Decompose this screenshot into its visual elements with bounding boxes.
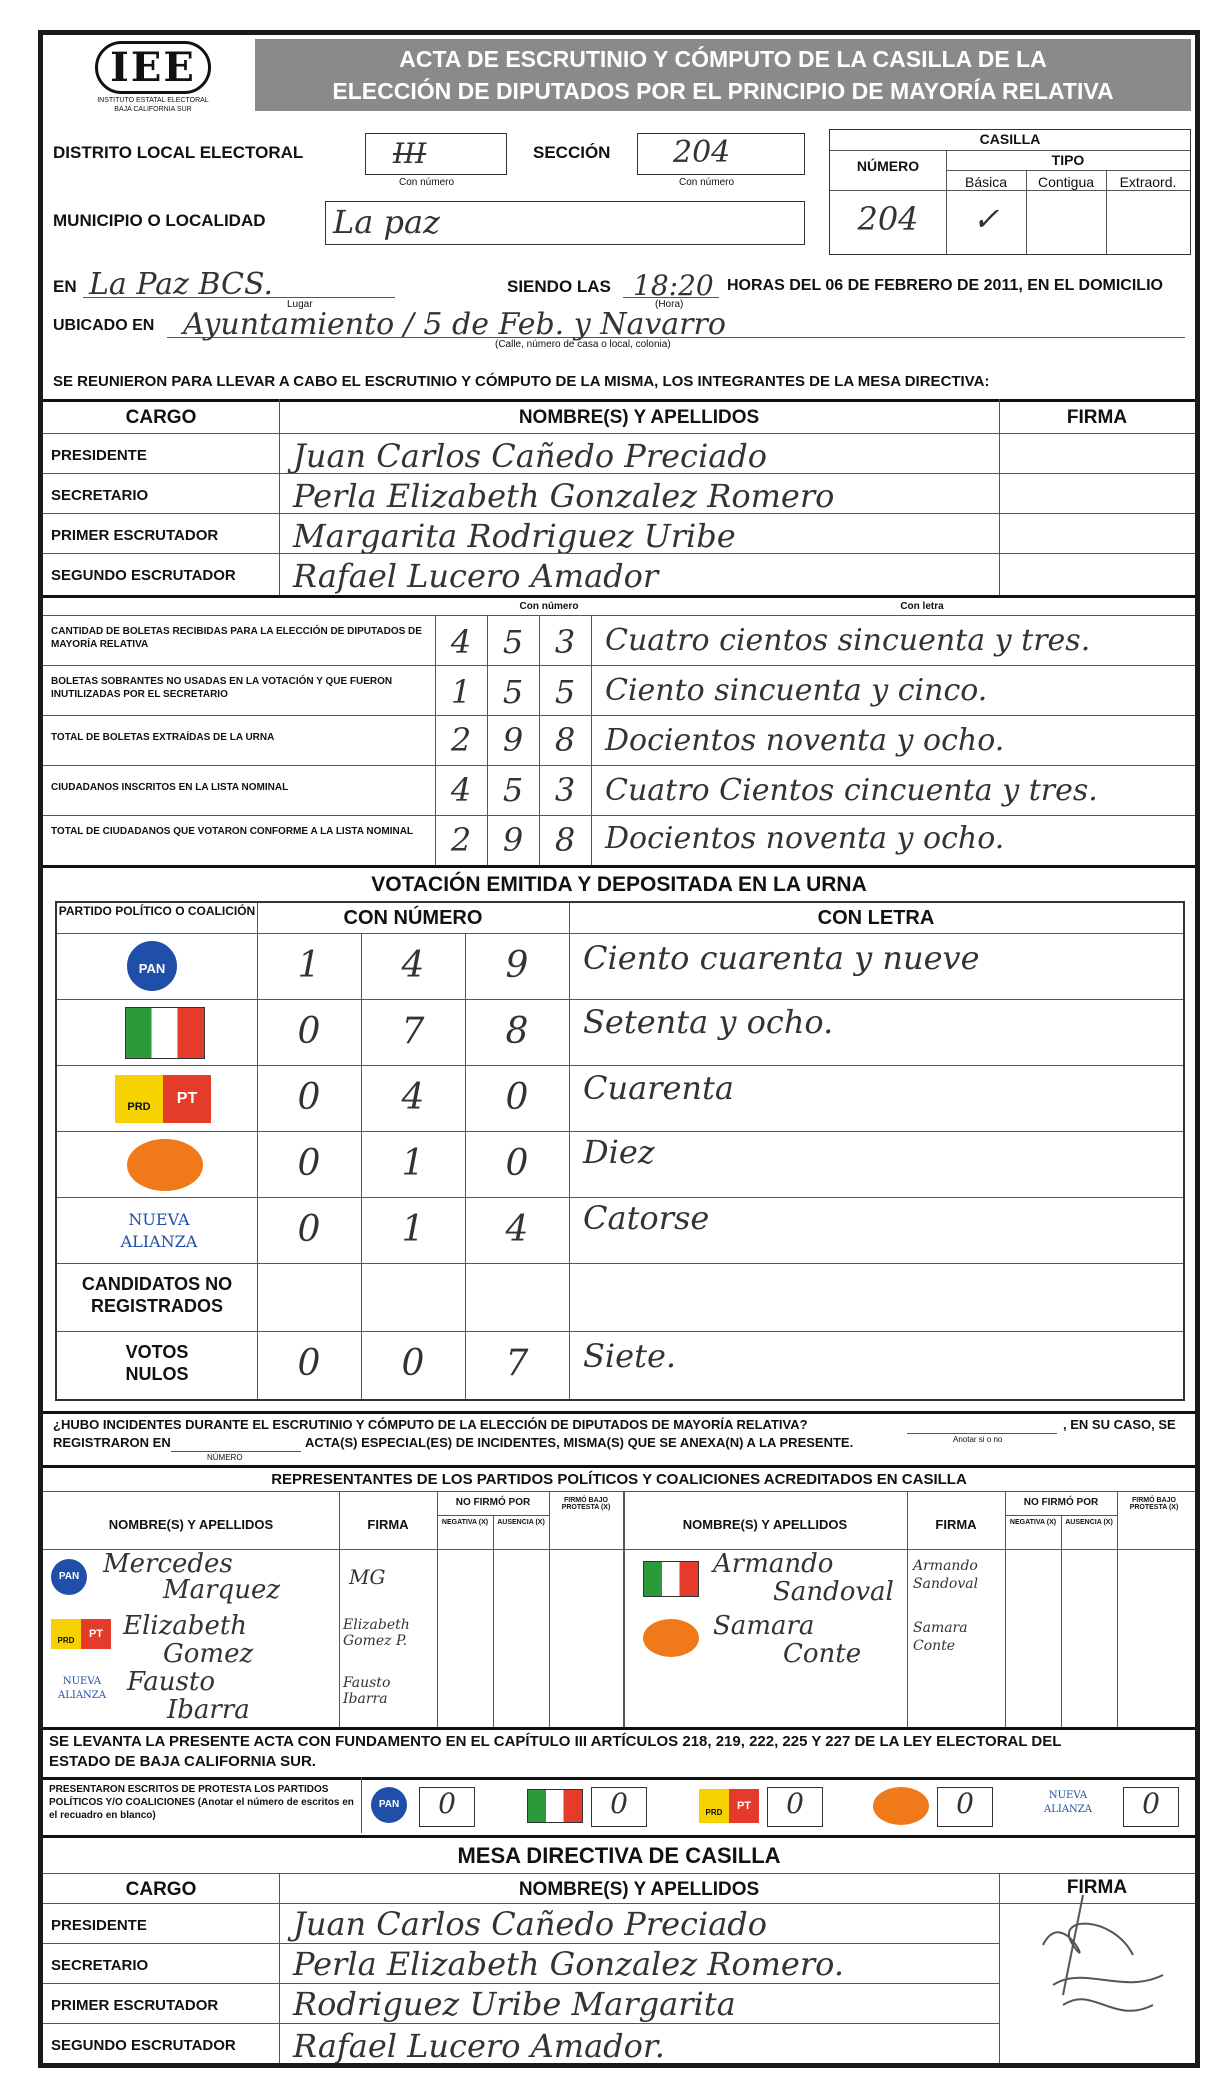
official-cargo-2: SECRETARIO [51, 487, 149, 504]
tipo-label: TIPO [1051, 152, 1085, 168]
official-cargo-3: PRIMER ESCRUTADOR [51, 527, 219, 544]
ubicado-label: UBICADO EN [53, 317, 155, 334]
district-sub: Con número [399, 177, 455, 188]
vote-d3-2: 8 [505, 1011, 529, 1052]
vote-d2-2: 7 [401, 1011, 425, 1052]
vote-d1-4: 0 [297, 1143, 321, 1184]
rep-pan-icon: PAN [51, 1559, 87, 1595]
siendo-label: SIENDO LAS [507, 277, 611, 296]
reps-nofirmo-h-right: NO FIRMÓ POR [1023, 1497, 1099, 1508]
lugar-sub: Lugar [287, 299, 313, 310]
mesa-signature-scribble [1023, 1885, 1183, 2045]
official-nombre-4: Rafael Lucero Amador [293, 557, 659, 595]
votes-table [55, 901, 1185, 1401]
protest-value-pri: 0 [610, 1787, 628, 1820]
vote-d1-7: 0 [297, 1343, 321, 1384]
ballot-letra-2: Ciento sincuenta y cinco. [605, 673, 988, 708]
ballot-letra-5: Docientos noventa y ocho. [605, 821, 1005, 856]
ballot-d1-1: 4 [450, 623, 472, 661]
rep-right-firma-1: Armando Sandoval [913, 1558, 979, 1592]
vote-letra-3: Cuarenta [583, 1069, 734, 1107]
calle-sub: (Calle, número de casa o local, colonia) [495, 339, 671, 350]
ballot-d1-5: 2 [450, 821, 472, 859]
ballot-d1-3: 2 [450, 721, 472, 759]
rep-right-firma-2: Samara Conte [913, 1620, 968, 1654]
ballots-con-numero-h: Con número [519, 601, 579, 612]
reps-ausencia-h-right: AUSENCIA (X) [1065, 1519, 1113, 1526]
rep-left-firma-2: Elizabeth Gomez P. [343, 1617, 410, 1649]
rep-left-name1-3: Fausto [127, 1667, 215, 1697]
incidents-numero-sub: NÚMERO [207, 1453, 243, 1462]
ballot-d1-4: 4 [450, 771, 472, 809]
ballot-d3-2: 5 [554, 673, 576, 711]
ballots-con-letra-h: Con letra [900, 601, 944, 612]
incidents-line2a: REGISTRARON EN [53, 1435, 171, 1450]
casilla-title: CASILLA [979, 131, 1041, 147]
protest-text: PRESENTARON ESCRITOS DE PROTESTA LOS PARTIDOS POLÍTICOS Y/O COALICIONES (Anotar el número de escritos en el recuadro en blanco) [49, 1784, 354, 1821]
mesa-firma-h: FIRMA [1066, 1877, 1128, 1898]
municipio-value: La paz [333, 203, 440, 241]
legal-text1: SE LEVANTA LA PRESENTE ACTA CON FUNDAMENTO EN EL CAPÍTULO III ARTÍCULOS 218, 219, 222, 225 Y 227 DE LA LEY ELECTORAL DEL [49, 1733, 1062, 1750]
ballot-label-1: CANTIDAD DE BOLETAS RECIBIDAS PARA LA ELECCIÓN DE DIPUTADOS DE MAYORÍA RELATIVA [51, 626, 422, 650]
vote-d3-7: 7 [505, 1343, 529, 1384]
reps-negativa-h-left: NEGATIVA (X) [441, 1519, 489, 1526]
pan-logo-icon: PAN [127, 941, 177, 991]
mesa-cargo-4: SEGUNDO ESCRUTADOR [51, 2037, 236, 2054]
officials-firma-h: FIRMA [1066, 407, 1128, 428]
vote-letra-2: Setenta y ocho. [583, 1003, 834, 1041]
ballot-d3-3: 8 [554, 721, 576, 759]
protest-nueva-alianza-icon: NUEVA ALIANZA [1044, 1790, 1092, 1815]
protest-value-pan: 0 [438, 1787, 456, 1820]
mesa-nombre-2: Perla Elizabeth Gonzalez Romero. [293, 1945, 845, 1983]
reps-nombre-h-right: NOMBRE(S) Y APELLIDOS [682, 1517, 848, 1532]
votes-title: VOTACIÓN EMITIDA Y DEPOSITADA EN LA URNA [371, 873, 867, 896]
basica-check: ✓ [972, 200, 1000, 238]
official-cargo-1: PRESIDENTE [51, 447, 147, 464]
district-box [365, 133, 507, 175]
rep-left-name1-2: Elizabeth [123, 1611, 248, 1641]
section-label: SECCIÓN [533, 143, 611, 162]
vote-d2-4: 1 [401, 1143, 425, 1184]
ballot-label-3: TOTAL DE BOLETAS EXTRAÍDAS DE LA URNA [51, 732, 275, 743]
reps-firma-h-right: FIRMA [935, 1517, 977, 1532]
convergencia-logo-icon [127, 1139, 203, 1191]
mesa-nombre-4: Rafael Lucero Amador. [293, 2027, 665, 2065]
reps-title: REPRESENTANTES DE LOS PARTIDOS POLÍTICOS Y COALICIONES ACREDITADOS EN CASILLA [271, 1471, 967, 1488]
ballot-label-2: BOLETAS SOBRANTES NO USADAS EN LA VOTACIÓN Y QUE FUERON INUTILIZADAS POR EL SECRETARIO [51, 676, 393, 700]
rep-left-name2-3: Ibarra [167, 1695, 250, 1725]
vote-d1-2: 0 [297, 1011, 321, 1052]
rep-left-name1-1: Mercedes [103, 1549, 233, 1579]
reps-bajo-h-right: FIRMÓ BAJO PROTESTA (X) [1129, 1497, 1179, 1511]
nueva-alianza-logo-icon: NUEVA ALIANZA [120, 1210, 198, 1251]
logo-caption: INSTITUTO ESTATAL ELECTORAL BAJA CALIFORNIA SUR [97, 97, 209, 113]
district-value: III [393, 137, 427, 170]
protest-pan-icon: PAN [371, 1787, 407, 1823]
mesa-cargo-2: SECRETARIO [51, 1957, 149, 1974]
vote-d3-4: 0 [505, 1143, 529, 1184]
protest-value-nueva-alianza: 0 [1142, 1787, 1160, 1820]
section-value: 204 [673, 135, 731, 170]
reps-firma-h-left: FIRMA [367, 1517, 409, 1532]
rep-left-firma-1: MG [349, 1565, 386, 1589]
reps-negativa-h-right: NEGATIVA (X) [1009, 1519, 1057, 1526]
vote-d3-1: 9 [505, 945, 529, 986]
votes-letra-h: CON LETRA [817, 907, 935, 929]
ballot-label-4: CIUDADANOS INSCRITOS EN LA LISTA NOMINAL [51, 782, 289, 793]
rep-left-name2-1: Marquez [163, 1575, 281, 1605]
vote-d1-5: 0 [297, 1209, 321, 1250]
ubicado-value: Ayuntamiento / 5 de Feb. y Navarro [183, 307, 726, 342]
logo-text: IEE [95, 41, 211, 94]
incidents-anotar-sub: Anotar si o no [953, 1435, 1003, 1444]
en-label: EN [53, 277, 77, 296]
ballot-d2-4: 5 [502, 771, 524, 809]
vote-letra-4: Diez [583, 1133, 655, 1171]
ballot-d3-1: 3 [554, 623, 576, 661]
ballot-d2-1: 5 [502, 623, 524, 661]
rep-right-name1-2: Samara [713, 1611, 815, 1641]
reunieron-text: SE REUNIERON PARA LLEVAR A CABO EL ESCRUTINIO Y CÓMPUTO DE LA MISMA, LOS INTEGRANTES DE LA MESA DIRECTIVA: [53, 373, 990, 390]
title-line1: ACTA DE ESCRUTINIO Y CÓMPUTO DE LA CASILLA DE LA [399, 46, 1047, 72]
rep-right-name2-1: Sandoval [773, 1577, 894, 1607]
legal-text2: ESTADO DE BAJA CALIFORNIA SUR. [49, 1753, 316, 1770]
rep-pt-icon: PT [81, 1619, 111, 1649]
mesa-title: MESA DIRECTIVA DE CASILLA [457, 1843, 781, 1868]
votos-nulos-label: VOTOS NULOS [125, 1342, 189, 1384]
rep-right-name1-1: Armando [713, 1549, 834, 1579]
title-line2: ELECCIÓN DE DIPUTADOS POR EL PRINCIPIO DE MAYORÍA RELATIVA [332, 78, 1114, 104]
hora-value: 18:20 [633, 269, 714, 302]
rep-convergencia-icon [643, 1619, 699, 1657]
officials-cargo-h: CARGO [125, 407, 197, 428]
prd-logo-icon: PRD [115, 1075, 163, 1123]
protest-value-prd-pt: 0 [786, 1787, 804, 1820]
mesa-cargo-3: PRIMER ESCRUTADOR [51, 1997, 219, 2014]
reps-nofirmo-h-left: NO FIRMÓ POR [455, 1497, 531, 1508]
ballot-d2-5: 9 [502, 821, 524, 859]
acta-sheet [38, 30, 1200, 2068]
horas-text: HORAS DEL 06 DE FEBRERO DE 2011, EN EL DOMICILIO [727, 277, 1163, 294]
vote-letra-5: Catorse [583, 1199, 710, 1237]
mesa-nombre-3: Rodriguez Uribe Margarita [293, 1985, 736, 2023]
vote-d3-5: 4 [505, 1209, 529, 1250]
hora-sub: (Hora) [655, 299, 684, 310]
incidents-line2b: ACTA(S) ESPECIAL(ES) DE INCIDENTES, MISMA(S) QUE SE ANEXA(N) A LA PRESENTE. [305, 1435, 854, 1450]
vote-letra-7: Siete. [583, 1337, 677, 1375]
votes-numero-h: CON NÚMERO [343, 907, 483, 929]
mesa-cargo-1: PRESIDENTE [51, 1917, 147, 1934]
title-banner [255, 39, 1191, 111]
contigua-label: Contigua [1037, 174, 1095, 190]
ballot-label-5: TOTAL DE CIUDADANOS QUE VOTARON CONFORME A LA LISTA NOMINAL [51, 826, 414, 837]
ballot-d1-2: 1 [450, 673, 472, 711]
extraord-label: Extraord. [1119, 174, 1177, 190]
ballot-d2-2: 5 [502, 673, 524, 711]
protest-convergencia-icon [873, 1787, 929, 1825]
protest-pt-icon: PT [729, 1789, 759, 1823]
rep-left-name2-2: Gomez [163, 1639, 254, 1669]
section-sub: Con número [679, 177, 735, 188]
rep-nueva-alianza-icon: NUEVA ALIANZA [58, 1676, 106, 1701]
ballot-d3-4: 3 [554, 771, 576, 809]
official-nombre-3: Margarita Rodriguez Uribe [293, 517, 736, 555]
incidents-line1: ¿HUBO INCIDENTES DURANTE EL ESCRUTINIO Y CÓMPUTO DE LA ELECCIÓN DE DIPUTADOS DE MAYORÍA RELATIVA? [53, 1417, 808, 1432]
mesa-cargo-h: CARGO [125, 1879, 197, 1900]
casilla-numero-value: 204 [857, 200, 919, 238]
reps-nombre-h-left: NOMBRE(S) Y APELLIDOS [108, 1517, 274, 1532]
mesa-nombre-h: NOMBRE(S) Y APELLIDOS [518, 1879, 760, 1900]
casilla-table [829, 129, 1191, 255]
protest-value-convergencia: 0 [956, 1787, 974, 1820]
vote-letra-1: Ciento cuarenta y nueve [583, 939, 980, 977]
rep-prd-icon: PRD [51, 1619, 81, 1649]
pt-logo-icon: PT [163, 1075, 211, 1123]
vote-d3-3: 0 [505, 1077, 529, 1118]
ballot-d3-5: 8 [554, 821, 576, 859]
votes-partido-h: PARTIDO POLÍTICO O COALICIÓN [58, 904, 256, 918]
district-label: DISTRITO LOCAL ELECTORAL [53, 143, 304, 162]
official-cargo-4: SEGUNDO ESCRUTADOR [51, 567, 236, 584]
vote-d2-5: 1 [401, 1209, 425, 1250]
iee-logo [83, 41, 223, 121]
vote-d1-3: 0 [297, 1077, 321, 1118]
rep-pri-icon [643, 1561, 699, 1597]
ballot-d2-3: 9 [502, 721, 524, 759]
basica-label: Básica [964, 174, 1008, 190]
ballot-letra-3: Docientos noventa y ocho. [605, 723, 1005, 758]
vote-d2-3: 4 [401, 1077, 425, 1118]
numero-label: NÚMERO [856, 158, 920, 174]
en-value: La Paz BCS. [89, 267, 273, 302]
municipio-label: MUNICIPIO O LOCALIDAD [53, 211, 266, 230]
rep-left-firma-3: Fausto Ibarra [343, 1675, 391, 1707]
ballot-letra-4: Cuatro Cientos cincuenta y tres. [605, 773, 1098, 808]
vote-d2-1: 4 [401, 945, 425, 986]
rep-right-name2-2: Conte [783, 1639, 862, 1669]
pri-logo-icon [125, 1007, 205, 1059]
protest-prd-icon: PRD [699, 1789, 729, 1823]
reps-ausencia-h-left: AUSENCIA (X) [497, 1519, 545, 1526]
reps-bajo-h-left: FIRMÓ BAJO PROTESTA (X) [561, 1497, 611, 1511]
incidents-line1-end: , EN SU CASO, SE [1063, 1417, 1176, 1432]
vote-d2-7: 0 [401, 1343, 425, 1384]
vote-d1-1: 1 [297, 945, 321, 986]
officials-nombre-h: NOMBRE(S) Y APELLIDOS [518, 407, 760, 428]
mesa-nombre-1: Juan Carlos Cañedo Preciado [293, 1905, 768, 1943]
official-nombre-2: Perla Elizabeth Gonzalez Romero [293, 477, 835, 515]
ballot-letra-1: Cuatro cientos sincuenta y tres. [605, 623, 1091, 658]
official-nombre-1: Juan Carlos Cañedo Preciado [293, 437, 768, 475]
protest-pri-icon [527, 1789, 583, 1823]
no-registrados-label: CANDIDATOS NO REGISTRADOS [81, 1274, 233, 1316]
